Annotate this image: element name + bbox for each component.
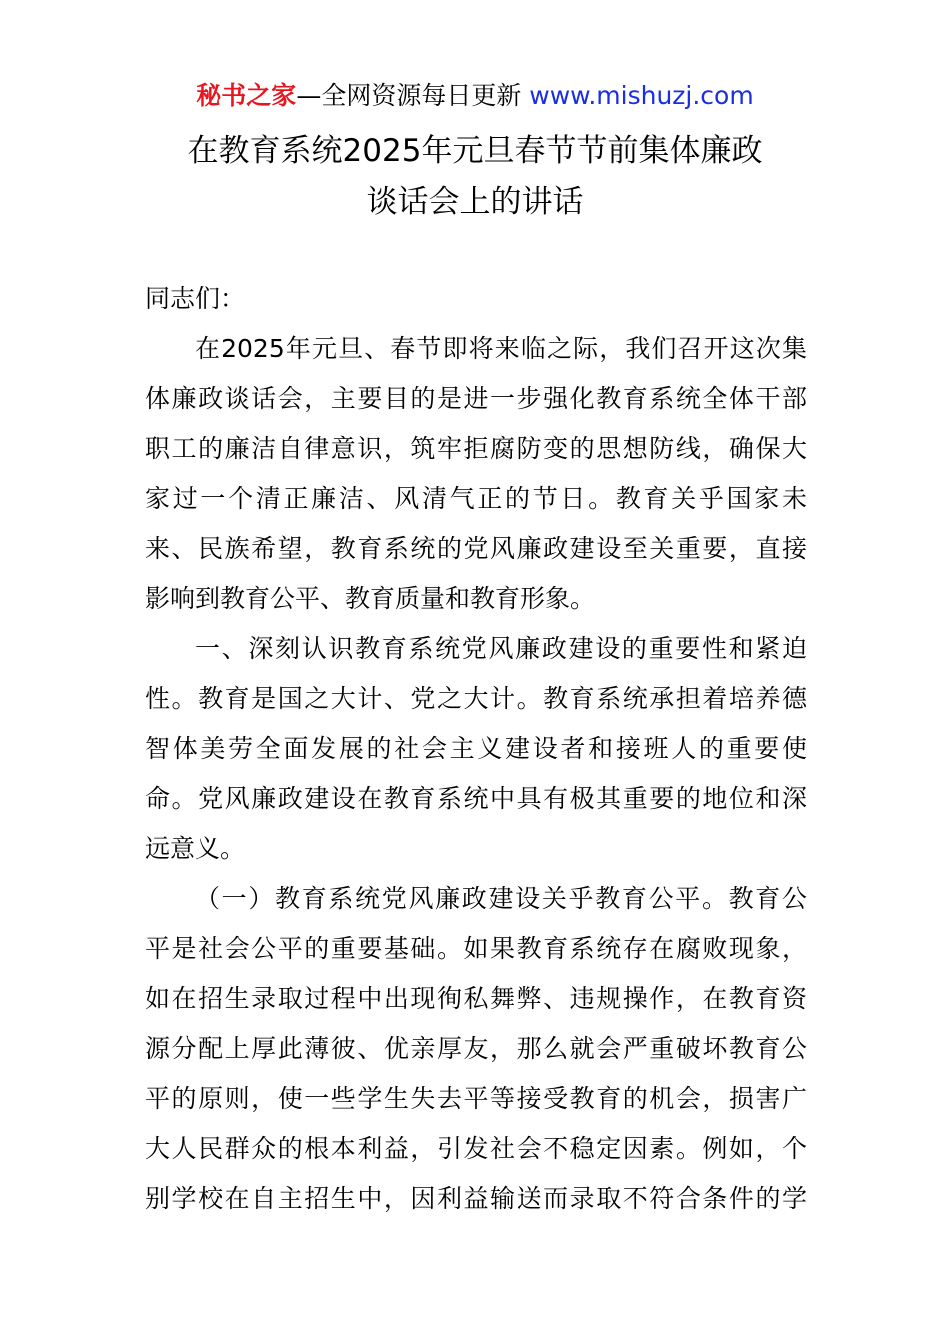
body-line: 来、民族希望，教育系统的党风廉政建设至关重要，直接 [145, 534, 807, 563]
document-body [145, 274, 807, 1224]
body-line: 大人民群众的根本利益，引发社会不稳定因素。例如，个 [145, 1134, 807, 1163]
body-line: 远意义。 [145, 834, 246, 863]
title-line-2: 谈话会上的讲话 [366, 184, 584, 220]
document-title [0, 126, 950, 228]
site-slogan: —全网资源每日更新 [296, 81, 522, 110]
body-line: 职工的廉洁自律意识，筑牢拒腐防变的思想防线，确保大 [145, 434, 807, 463]
body-line: 别学校在自主招生中，因利益输送而录取不符合条件的学 [145, 1184, 807, 1213]
body-line: 性。教育是国之大计、党之大计。教育系统承担着培养德 [145, 684, 807, 713]
body-line: 源分配上厚此薄彼、优亲厚友，那么就会严重破坏教育公 [145, 1034, 807, 1063]
body-line: 命。党风廉政建设在教育系统中具有极其重要的地位和深 [145, 784, 807, 813]
body-line: 平的原则，使一些学生失去平等接受教育的机会，损害广 [145, 1084, 807, 1113]
site-header [0, 80, 950, 112]
body-line: 智体美劳全面发展的社会主义建设者和接班人的重要使 [145, 734, 807, 763]
title-line-1: 在教育系统2025年元旦春节节前集体廉政 [187, 133, 763, 169]
section-heading-line: 一、深刻认识教育系统党风廉政建设的重要性和紧迫 [195, 634, 807, 663]
body-line: 体廉政谈话会，主要目的是进一步强化教育系统全体干部 [145, 384, 807, 413]
body-line: 如在招生录取过程中出现徇私舞弊、违规操作，在教育资 [145, 984, 807, 1013]
body-line: 家过一个清正廉洁、风清气正的节日。教育关乎国家未 [145, 484, 807, 513]
body-line: 影响到教育公平、教育质量和教育形象。 [145, 584, 596, 613]
body-line: 在2025年元旦、春节即将来临之际，我们召开这次集 [195, 334, 807, 363]
subsection-heading-line: （一）教育系统党风廉政建设关乎教育公平。教育公 [195, 884, 807, 913]
body-line: 平是社会公平的重要基础。如果教育系统存在腐败现象， [145, 934, 807, 963]
salutation: 同志们： [145, 284, 246, 313]
site-brand: 秘书之家 [196, 81, 297, 110]
site-url-link[interactable]: www.mishuzj.com [529, 81, 754, 110]
